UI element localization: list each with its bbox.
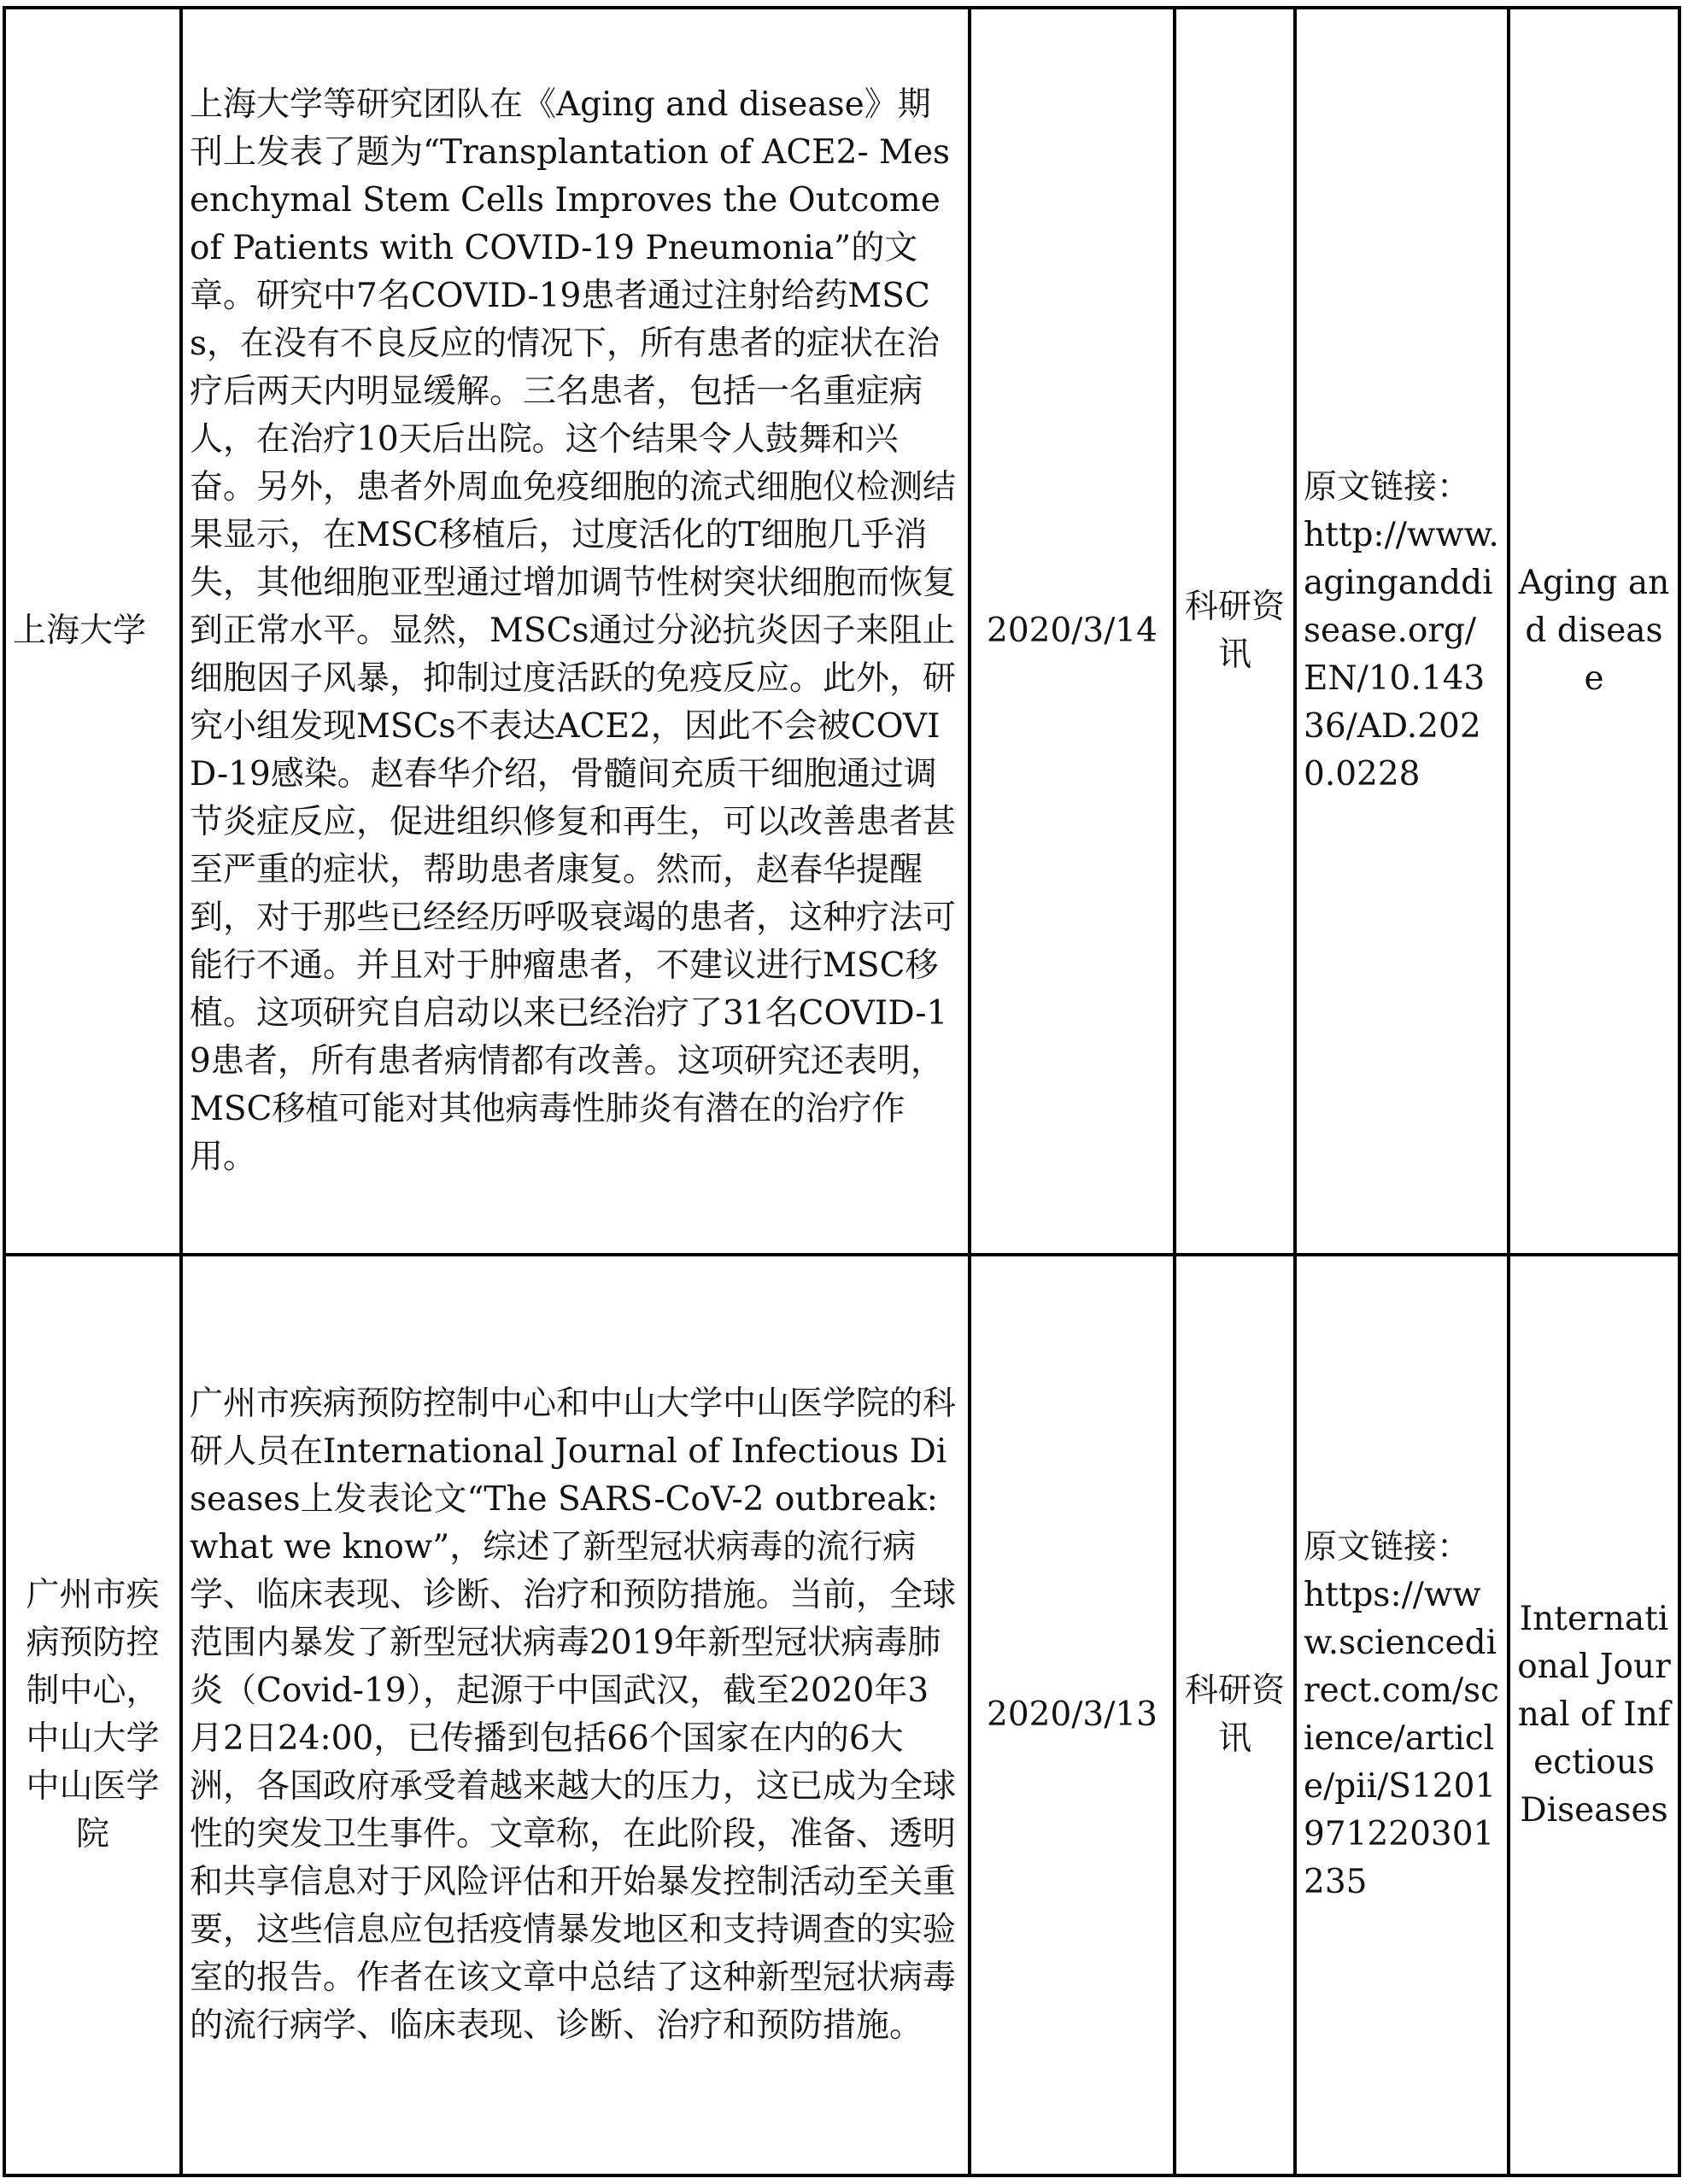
source-link[interactable]: http://www.aginganddisease.org/EN/10.14336/AD.2020.0228	[1304, 516, 1499, 793]
institution-cell	[4, 8, 181, 1255]
summary-cell	[181, 8, 970, 1255]
summary-cell	[181, 1255, 970, 2175]
source-name: International Journal of Infectious Diseases	[1517, 1600, 1671, 1830]
source-link[interactable]: https://www.sciencedirect.com/science/article/pii/S1201971220301235	[1304, 1576, 1499, 1901]
category-text: 科研资讯	[1184, 588, 1285, 674]
category-text: 科研资讯	[1184, 1672, 1285, 1758]
link-label: 原文链接：	[1304, 1528, 1471, 1566]
link-cell	[1295, 8, 1509, 1255]
institution-name: 上海大学	[13, 612, 147, 650]
link-cell	[1295, 1255, 1509, 2175]
link-label: 原文链接：	[1304, 468, 1471, 506]
institution-cell	[4, 1255, 181, 2175]
summary-text: 广州市疾病预防控制中心和中山大学中山医学院的科研人员在International Journal of Infectious Diseases上发表论文“The SARS-CoV-2 outbreak: what we know”，综述了新型冠状病毒的流行病学、临床表现、诊断、治疗和预防措施。当前，全球范围内暴发了新型冠状病毒2019年新型冠状病毒肺炎（Covid-19），起源于中国武汉，截至2020年3月2日24:00，已传播到包括66个国家在内的6大洲，各国政府承受着越来越大的压力，这已成为全球性的突发卫生事件。文章称，在此阶段，准备、透明和共享信息对于风险评估和开始暴发控制活动至关重要，这些信息应包括疫情暴发地区和支持调查的实验室的报告。作者在该文章中总结了这种新型冠状病毒的流行病学、临床表现、诊断、治疗和预防措施。	[190, 1385, 957, 2045]
date-text: 2020/3/14	[987, 612, 1157, 650]
category-cell	[1175, 8, 1295, 1255]
table-row	[4, 1255, 1679, 2175]
institution-name: 广州市疾病预防控制中心，中山大学中山医学院	[26, 1576, 160, 1853]
date-cell	[970, 8, 1175, 1255]
summary-text: 上海大学等研究团队在《Aging and disease》期刊上发表了题为“Transplantation of ACE2- Mesenchymal Stem Cells Improves the Outcome of Patients with COVID-19 Pneumonia”的文章。研究中7名COVID-19患者通过注射给药MSCs，在没有不良反应的情况下，所有患者的症状在治疗后两天内明显缓解。三名患者，包括一名重症病人，在治疗10天后出院。这个结果令人鼓舞和兴奋。另外，患者外周血免疫细胞的流式细胞仪检测结果显示，在MSC移植后，过度活化的T细胞几乎消失，其他细胞亚型通过增加调节性树突状细胞而恢复到正常水平。显然，MSCs通过分泌抗炎因子来阻止细胞因子风暴，抑制过度活跃的免疫反应。此外，研究小组发现MSCs不表达ACE2，因此不会被COVID-19感染。赵春华介绍，骨髓间充质干细胞通过调节炎症反应，促进组织修复和再生，可以改善患者甚至严重的症状，帮助患者康复。然而，赵春华提醒到，对于那些已经经历呼吸衰竭的患者，这种疗法可能行不通。并且对于肿瘤患者，不建议进行MSC移植。这项研究自启动以来已经治疗了31名COVID-19患者，所有患者病情都有改善。这项研究还表明，MSC移植可能对其他病毒性肺炎有潜在的治疗作用。	[190, 85, 957, 1176]
source-name: Aging and disease	[1518, 564, 1670, 698]
news-table	[3, 6, 1681, 2177]
date-cell	[970, 1255, 1175, 2175]
source-cell	[1509, 1255, 1679, 2175]
date-text: 2020/3/13	[987, 1695, 1157, 1734]
table-row	[4, 8, 1679, 1255]
category-cell	[1175, 1255, 1295, 2175]
source-cell	[1509, 8, 1679, 1255]
